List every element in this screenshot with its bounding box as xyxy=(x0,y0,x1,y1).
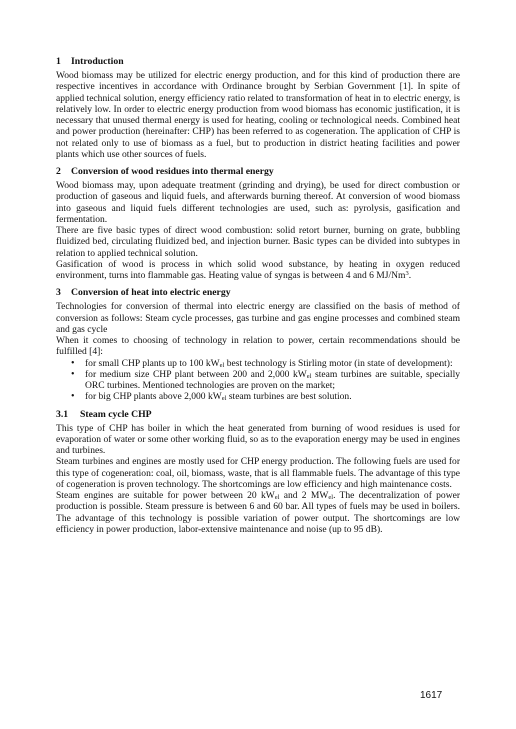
list-item: • for small CHP plants up to 100 $kW_{el}$ best technology is Stirling motor (in state of development): xyxy=(72,358,460,369)
section-heading-conversion-thermal: 2 Conversion of wood residues into thermal energy xyxy=(56,166,274,177)
list-item: • for big CHP plants above 2,000 $kW_{el}$ steam turbines are best solution. xyxy=(72,391,460,402)
recommendation-list xyxy=(56,358,460,403)
list-item: • for medium size CHP plant between 200 and 2,000 $kW_{el}$ steam turbines are suitable, specially ORC turbines. Mentioned technologies are proven on the market; xyxy=(72,369,460,392)
paragraph: Wood biomass may, upon adequate treatment (grinding and drying), be used for direct combustion or production of gaseous and liquid fuels, and afterwards burning thereof. At conversion of wood biomass into gaseous and liquid fuels different technologies are used, such as: pyrolysis, gasification and fermentation. xyxy=(56,180,460,225)
paragraph: Technologies for conversion of thermal into electric energy are classified on the basis of method of conversion as follows: Steam cycle processes, gas turbine and gas engine processes and combined steam and gas cycle xyxy=(56,301,460,335)
page-content xyxy=(56,56,460,535)
section-heading-introduction: 1 Introduction xyxy=(56,56,124,67)
paragraph: When it comes to choosing of technology in relation to power, certain recommendations should be fulfilled [4]: xyxy=(56,335,460,358)
paragraph: Gasification of wood is process in which solid wood substance, by heating in oxygen reduced environment, turns into flammable gas. Heating value of syngas is between 4 and 6 MJ/Nm$^3$. xyxy=(56,258,460,281)
paragraph: Steam engines are suitable for power between 20 $kW_{el}$ and 2 $MW_{el}$. The decentralization of power production is possible. Steam pressure is between 6 and 60 bar. All types of fuels may be used in boilers. The advantage of this technology is possible variation of power output. The shortcomings are low efficiency in power production, labor-extensive maintenance and noise (up to 95 dB). xyxy=(56,490,461,535)
section-heading-conversion-electric: 3 Conversion of heat into electric energy xyxy=(56,287,231,299)
paragraph: Wood biomass may be utilized for electric energy production, and for this kind of production there are respective incentives in accordance with Ordinance brought by Serbian Government [1]. In spite of applied technical solution, energy efficiency ratio related to transformation of heat in to electric energy, is relatively low. In order to electric energy production from wood biomass has economic justification, it is necessary that unused thermal energy is used for heating, cooling or technological needs. Combined heat and power production (hereinafter: CHP) has been referred to as cogeneration. The application of CHP is not related only to use of biomass as a fuel, but to production in district heating facilities and power plants which use other sources of fuels. xyxy=(56,70,460,160)
paragraph: Steam turbines and engines are mostly used for CHP energy production. The following fuels are used for this type of cogeneration: coal, oil, biomass, waste, that is all flammable fuels. The advantage of this type of cogeneration is proven technology. The shortcomings are low efficiency and high maintenance costs. xyxy=(56,456,460,490)
paragraph: There are five basic types of direct wood combustion: solid retort burner, burning on grate, bubbling fluidized bed, circulating fluidized bed, and injection burner. Basic types can be divided into subtypes in relation to applied technical solution. xyxy=(56,225,460,259)
page-number: 1617 xyxy=(420,690,443,701)
paragraph: This type of CHP has boiler in which the heat generated from burning of wood residues is used for evaporation of water or some other working fluid, so as to the evaporation energy may be used in engines and turbines. xyxy=(56,422,460,456)
subsection-heading-steam-cycle: 3.1 Steam cycle CHP xyxy=(56,408,152,420)
